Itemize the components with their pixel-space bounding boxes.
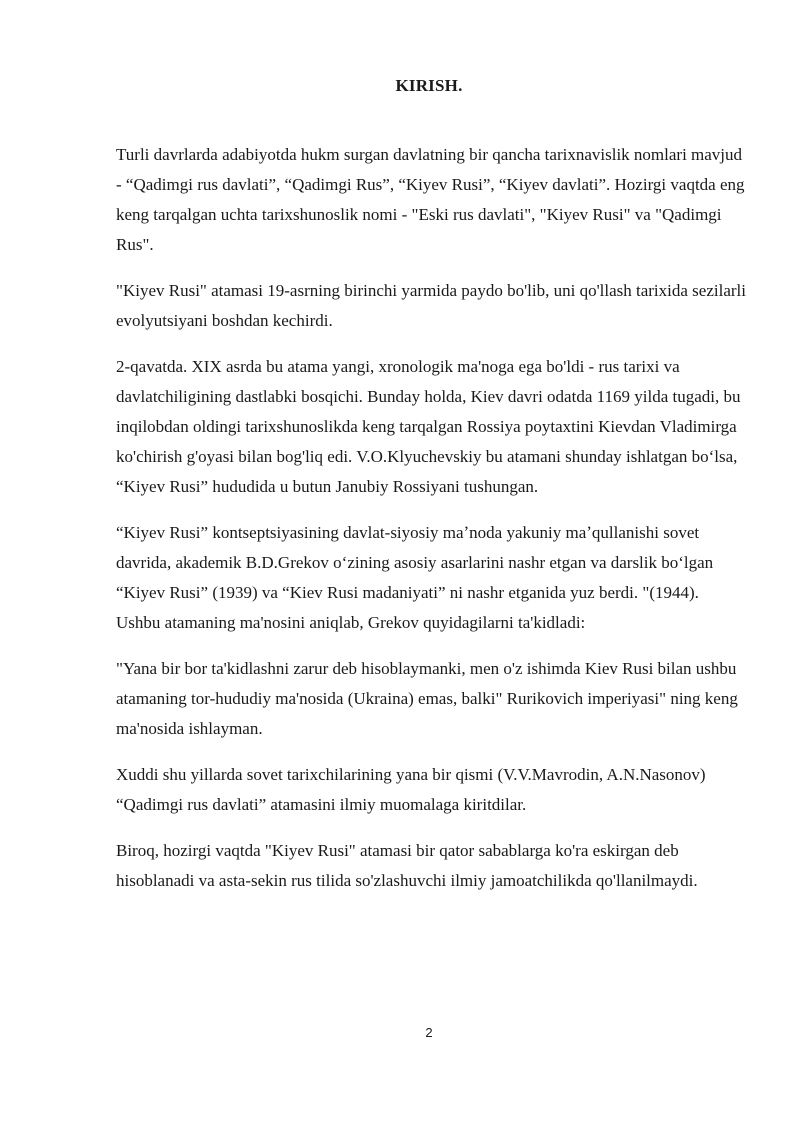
page-title: KIRISH. <box>395 76 463 95</box>
paragraph-7: Biroq, hozirgi vaqtda "Kiyev Rusi" atamasi bir qator sabablarga ko'ra eskirgan deb hisoblanadi va asta-sekin rus tilida so'zlashuvchi ilmiy jamoatchilikda qo'llanilmaydi. <box>116 841 698 890</box>
paragraph-6: Xuddi shu yillarda sovet tarixchilarining yana bir qismi (V.V.Mavrodin, A.N.Nasonov) “Qadimgi rus davlati” atamasini ilmiy muomalaga kiritdilar. <box>116 765 706 814</box>
paragraph-5: "Yana bir bor ta'kidlashni zarur deb hisoblaymanki, men o'z ishimda Kiev Rusi bilan ushbu atamaning tor-hududiy ma'nosida (Ukraina) emas, balki" Rurikovich imperiyasi" ning keng ma'nosida ishlayman. <box>116 659 738 738</box>
body-text <box>116 140 746 912</box>
paragraph-2: "Kiyev Rusi" atamasi 19-asrning birinchi yarmida paydo bo'lib, uni qo'llash tarixida sezilarli evolyutsiyani boshdan kechirdi. <box>116 281 746 330</box>
paragraph-4: “Kiyev Rusi” kontseptsiyasining davlat-siyosiy maʼnoda yakuniy maʼqullanishi sovet davrida, akademik B.D.Grekov oʻzining asosiy asarlarini nashr etgan va darslik boʻlgan “Kiyev Rusi” (1939) va “Kiev Rusi madaniyati” ni nashr etganida yuz berdi. "(1944). Ushbu atamaning ma'nosini aniqlab, Grekov quyidagilarni ta'kidladi: <box>116 523 714 632</box>
paragraph-3: 2-qavatda. XIX asrda bu atama yangi, xronologik ma'noga ega bo'ldi - rus tarixi va davlatchiligining dastlabki bosqichi. Bunday holda, Kiev davri odatda 1169 yilda tugadi, bu inqilobdan oldingi tarixshunoslikda keng tarqalgan Rossiya poytaxtini Kievdan Vladimirga ko'chirish g'oyasi bilan bog'liq edi. V.O.Klyuchevskiy bu atamani shunday ishlatgan boʻlsa, “Kiyev Rusi” hududida u butun Janubiy Rossiyani tushungan. <box>116 357 741 496</box>
page-number: 2 <box>425 1025 433 1040</box>
paragraph-1: Turli davrlarda adabiyotda hukm surgan davlatning bir qancha tarixnavislik nomlari mavjud - “Qadimgi rus davlati”, “Qadimgi Rus”, “Kiyev Rusi”, “Kiyev davlati”. Hozirgi vaqtda eng keng tarqalgan uchta tarixshunoslik nomi - "Eski rus davlati", "Kiyev Rusi" va "Qadimgi Rus". <box>116 145 745 254</box>
